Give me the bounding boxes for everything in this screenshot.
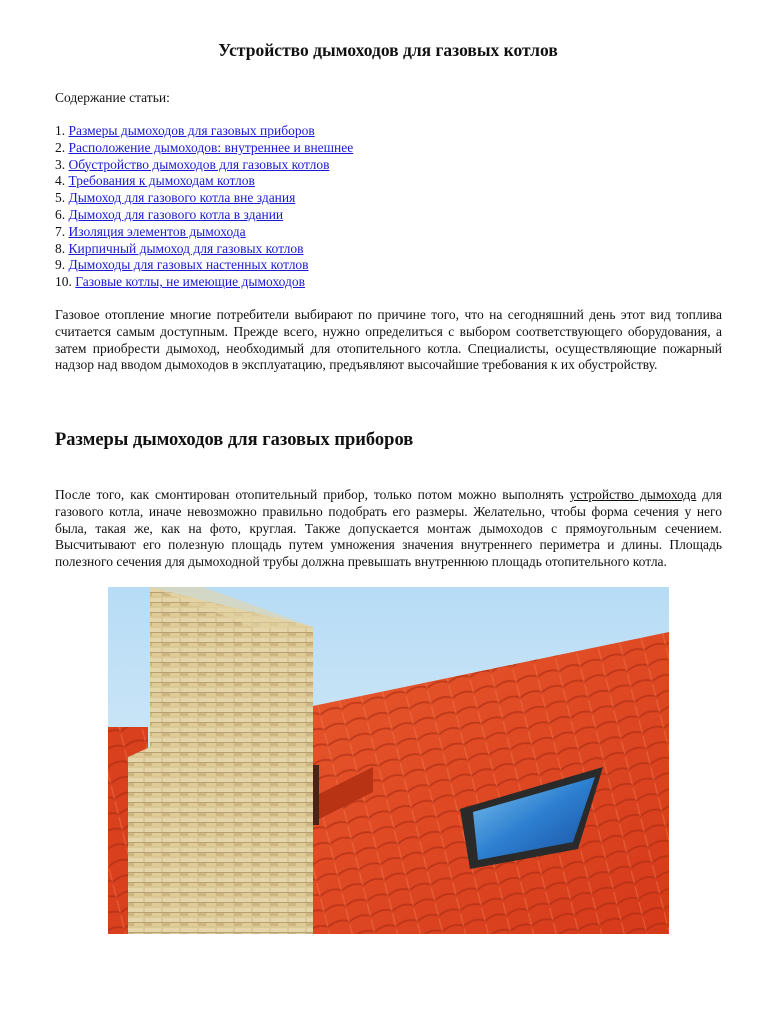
toc-item-number: 9.	[55, 257, 66, 273]
inline-link[interactable]: устройство дымохода	[569, 487, 697, 502]
section-paragraph	[55, 487, 722, 571]
paragraph-text: После того, как смонтирован отопительный прибор, только потом можно выполнять	[55, 487, 570, 502]
toc-link[interactable]: Дымоходы для газовых настенных котлов	[68, 257, 309, 273]
toc-link[interactable]: Дымоход для газового котла в здании	[68, 206, 284, 222]
toc-link[interactable]: Дымоход для газового котла вне здания	[68, 190, 296, 206]
toc-link[interactable]: Требования к дымоходам котлов	[68, 173, 255, 189]
toc-item-number: 6.	[55, 206, 66, 222]
toc-item-number: 4.	[55, 173, 66, 189]
toc-item-number: 3.	[55, 156, 66, 172]
toc-item	[55, 173, 353, 190]
toc-item	[55, 190, 353, 207]
toc-link[interactable]: Кирпичный дымоход для газовых котлов	[68, 240, 304, 256]
paragraph-text: для газового котла, иначе невозможно правильно подобрать его размеры. Желательно, чтобы форма сечения у него была, такая же, как на фото, круглая. Также допускается монтаж дымоходов с прямоугольным сечением. Высчитывают его полезную площадь путем умножения значения внутреннего периметра и длины. Площадь полезного сечения для дымоходной трубы должна превышать внутреннюю площадь отопительного котла.	[55, 487, 722, 570]
document-title: Устройство дымоходов для газовых котлов	[218, 40, 558, 60]
toc-item	[55, 257, 353, 274]
toc-item-number: 8.	[55, 240, 66, 256]
toc-item-number: 2.	[55, 139, 66, 155]
toc-item	[55, 140, 353, 157]
table-of-contents	[55, 123, 353, 291]
chimney-roof-photo	[108, 587, 669, 934]
toc-item	[55, 157, 353, 174]
toc-item-number: 7.	[55, 223, 66, 239]
toc-item	[55, 224, 353, 241]
intro-paragraph: Газовое отопление многие потребители выбирают по причине того, что на сегодняшний день этот вид топлива считается самым доступным. Прежде всего, нужно определиться с выбором соответствующего оборудования, а затем приобрести дымоход, необходимый для отопительного котла. Специалисты, осуществляющие пожарный надзор над вводом дымоходов в эксплуатацию, предъявляют высочайшие требования к их обустройству.	[55, 307, 722, 373]
section-heading: Размеры дымоходов для газовых приборов	[55, 430, 414, 450]
toc-link[interactable]: Газовые котлы, не имеющие дымоходов	[75, 274, 306, 290]
toc-item	[55, 274, 353, 291]
toc-link[interactable]: Расположение дымоходов: внутреннее и внешнее	[68, 139, 354, 155]
toc-item	[55, 207, 353, 224]
toc-item-number: 10.	[55, 274, 72, 290]
toc-link[interactable]: Изоляция элементов дымохода	[68, 223, 246, 239]
toc-link[interactable]: Обустройство дымоходов для газовых котлов	[68, 156, 330, 172]
toc-item	[55, 123, 353, 140]
toc-heading: Содержание статьи:	[55, 90, 170, 105]
toc-item-number: 1.	[55, 123, 66, 138]
toc-item-number: 5.	[55, 190, 66, 206]
toc-item	[55, 241, 353, 258]
toc-link[interactable]: Размеры дымоходов для газовых приборов	[68, 123, 315, 138]
